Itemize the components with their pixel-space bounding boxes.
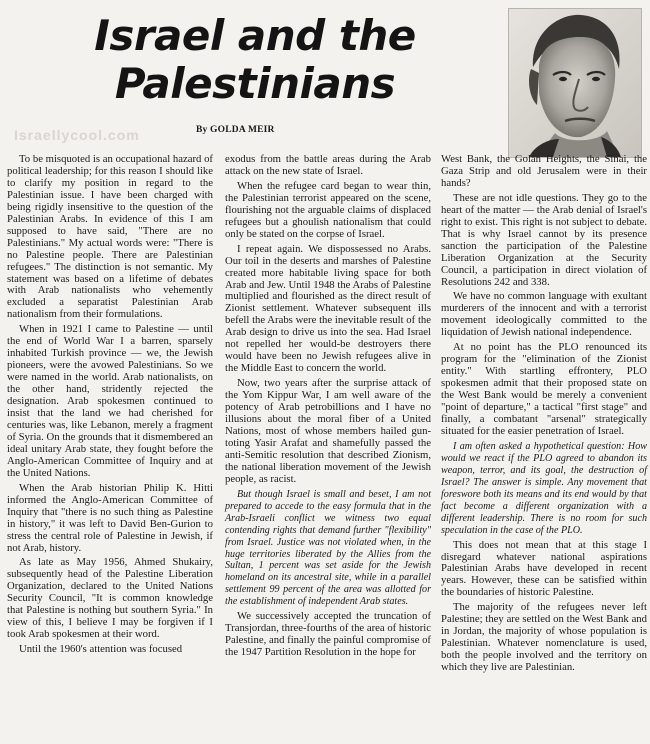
paragraph: When the Arab historian Philip K. Hitti informed the Anglo-American Committee of Inquiry that "there is no such thing as Palestine in history," it was left to David Ben-Gurion to stress the central role of Palestine in Jewish, if not Arab, history.	[7, 481, 213, 554]
paragraph: West Bank, the Golan Heights, the Sinai, the Gaza Strip and old Jerusalem were in their hands?	[441, 153, 647, 189]
paragraph: This does not mean that at this stage I disregard whatever national aspirations Palestinian Arabs have developed in recent years. However, these can be satisfied within the boundaries of historic Palestine.	[441, 538, 647, 599]
article-column-2	[225, 154, 431, 662]
italic-paragraph: I am often asked a hypothetical question: How would we react if the PLO agreed to abandon its weapon, terror, and its goal, the destruction of Israel? The answer is simple. Any movement that foreswore both its means and its end would by that fact become a different organization with a different leadership. There is no room for such speculation in the case of the PLO.	[441, 440, 647, 536]
paragraph: exodus from the battle areas during the Arab attack on the new state of Israel.	[225, 153, 431, 177]
article-column-3	[441, 154, 647, 677]
paragraph: To be misquoted is an occupational hazard of political leadership; for this reason I should like to clarify my position in regard to the Palestinian issue. I have been charged with being rigidly insensitive to the question of the Palestinian Arabs. In evidence of this I am supposed to have said, "There are no Palestinians." My actual words were: "There is no Palestine people. There are Palestinian refugees." The distinction is not semantic. My statement was based on a lifetime of debates with Arab nationalists who vehemently excluded a separatist Palestinian Arab nationalism from their formulations.	[7, 153, 213, 321]
paragraph: Now, two years after the surprise attack of the Yom Kippur War, I am well aware of the potency of Arab petrobillions and I have no illusions about the moral fiber of a United Nations, most of whose members hailed gun-toting Yasir Arafat and shamefully passed the anti-Semitic resolution that described Zionism, the national liberation movement of the Jewish people, as racist.	[225, 377, 431, 485]
paragraph: At no point has the PLO renounced its program for the "elimination of the Zionist entity." With startling effrontery, PLO spokesmen admit that their proposed state on the West Bank would be merely a convenient "point of departure," a tactical "first stage" and finally, a combatant "arsenal" strategically situated for the easier penetration of Israel.	[441, 341, 647, 437]
watermark: Israellycool.com	[14, 127, 140, 143]
paragraph: When in 1921 I came to Palestine — until the end of World War I a barren, sparsely inhabited Turkish province — we, the Jewish pioneers, were the avowed Palestinians. So we were named in the world. Arab nationalists, on the other hand, stridently rejected the designation. Arab spokesmen continued to insist that the land we had cherished for centuries was, like Lebanon, merely a fragment of Syria. On the grounds that it dismembered an ideal unitary Arab state, they fought before the Anglo-American Committee of Inquiry and at the United Nations.	[7, 323, 213, 479]
paragraph: When the refugee card began to wear thin, the Palestinian terrorist appeared on the scene, flourishing not the arguable claims of displaced refugees but a ghoulish nationalism that could only be stated on the corpse of Israel.	[225, 179, 431, 240]
author-photo	[508, 8, 642, 158]
headline-line-1: Israel and the	[94, 11, 416, 60]
paragraph: We successively accepted the truncation of Transjordan, three-fourths of the area of historic Palestine, and finally the painful compromise of the 1947 Partition Resolution in the hope for	[225, 610, 431, 659]
paragraph: These are not idle questions. They go to the heart of the matter — the Arab denial of Israel's right to exist. This right is not subject to debate. That is why Israel cannot by its presence sanction the participation of the Palestine Liberation Organization at the Security Council, a participation in direct violation of Resolutions 242 and 338.	[441, 191, 647, 288]
headline	[60, 12, 450, 108]
paragraph: As late as May 1956, Ahmed Shukairy, subsequently head of the Palestine Liberation Organization, declared to the United Nations Security Council, "It is common knowledge that Palestine is nothing but southern Syria." In view of this, I believe I may be forgiven if I took Arab spokesmen at their word.	[7, 556, 213, 641]
italic-paragraph: But though Israel is small and beset, I am not prepared to accede to the easy formula that in the Arab-Israeli conflict we witness two equal contending rights that demand further "flexibility" from Israel. Justice was not violated when, in the huge territories liberated by the Allies from the Sultan, 1 percent was set aside for the Jewish homeland on its ancestral site, while in a parallel settlement 99 percent of the area was allotted for the establishment of independent Arab states.	[225, 488, 431, 608]
headline-line-2: Palestinians	[114, 59, 396, 108]
paragraph: I repeat again. We dispossessed no Arabs. Our toil in the deserts and marshes of Palestine created more habitable living space for both Arab and Jew. Until 1948 the Arabs of Palestine multiplied and flourished as the direct result of Zionist settlement. Whatever subsequent ills befell the Arabs were the inevitable result of the Arab design to drive us into the sea. Had Israel not repelled her would-be destroyers there would have been no Jewish refugees alive in the Middle East to concern the world.	[225, 242, 431, 375]
article-column-1	[7, 154, 213, 659]
paragraph: The majority of the refugees never left Palestine; they are settled on the West Bank and in Jordan, the majority of whose population is Palestinian. Whatever nomenclature is used, both the people involved and the territory on which they live are Palestinian.	[441, 601, 647, 674]
portrait-image	[509, 9, 641, 157]
byline: By GOLDA MEIR	[196, 125, 275, 135]
paragraph: Until the 1960's attention was focused	[19, 643, 183, 656]
paragraph: We have no common language with exultant murderers of the innocent and with a terrorist movement ideologically committed to the liquidation of Jewish national independence.	[441, 290, 647, 339]
